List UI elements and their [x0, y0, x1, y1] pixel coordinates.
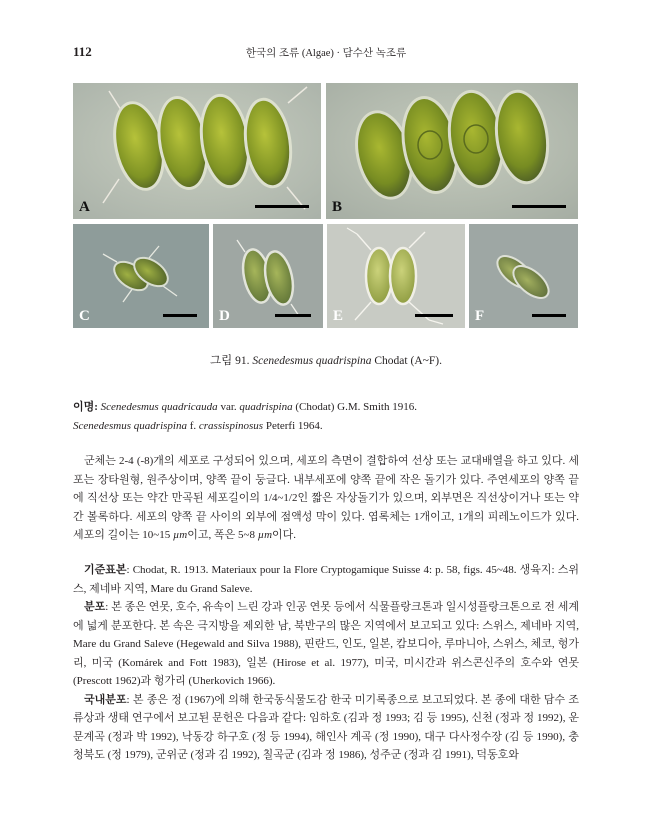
page-header	[73, 44, 579, 64]
page-number: 112	[73, 44, 92, 59]
description-text: 군체는 2-4 (-8)개의 세포로 구성되어 있으며, 세포의 측면이 결합하여 선상 또는 교대배열을 하고 있다. 세포는 장타원형, 원주상이며, 양쪽 끝이 둥글다. 내부세포에 양쪽 끝에 작은 돌기가 있다. 주연세포의 양쪽 끝에 직선상 또는 약간 만곡된 세포길이의	[73, 455, 579, 504]
notes-section	[73, 561, 579, 765]
micrograph-b-image	[326, 83, 578, 219]
korean-distribution-paragraph	[73, 691, 579, 765]
type-specimen-paragraph	[73, 561, 579, 598]
micrograph-f-image	[469, 224, 578, 328]
synonym-form: crassispinosus	[198, 420, 264, 432]
micrograph-e-image	[327, 224, 465, 328]
synonym-species-2: Scenedesmus quadrispina	[73, 420, 187, 432]
panel-label: F	[475, 308, 485, 324]
micrograph-panel-b	[326, 83, 578, 219]
description-paragraph	[73, 452, 579, 545]
micrograph-a-image	[73, 83, 321, 219]
unit-micrometer: µm	[257, 529, 273, 541]
synonym-line-1	[73, 398, 579, 417]
micrograph-panel-a	[73, 83, 321, 219]
type-specimen-label: 기준표본	[84, 564, 127, 576]
micrograph-panel-e	[327, 224, 465, 328]
scale-bar	[532, 314, 566, 317]
running-title: 한국의 조류 (Algae) · 담수산 녹조류	[245, 48, 407, 59]
caption-suffix: Chodat (A~F).	[374, 355, 442, 367]
synonym-authority: (Chodat) G.M. Smith 1916.	[292, 401, 417, 413]
korean-distribution-label: 국내분포	[84, 693, 127, 706]
synonym-authority: Peterfi 1964.	[263, 420, 323, 432]
scale-bar	[275, 314, 311, 317]
description-text: 이다.	[272, 529, 297, 541]
micrograph-c-image	[73, 224, 209, 328]
micrograph-panel-d	[213, 224, 323, 328]
unit-micrometer: µm	[172, 529, 188, 541]
micrograph-panel-c	[73, 224, 209, 328]
micrograph-panel-f	[469, 224, 578, 328]
synonym-species-1: Scenedesmus quadricauda	[100, 401, 218, 413]
synonym-label: 이명:	[73, 401, 98, 413]
panel-label: E	[333, 308, 344, 324]
distribution-label: 분포	[84, 601, 106, 613]
scale-bar	[163, 314, 197, 317]
synonym-text: var.	[217, 401, 240, 413]
panel-label: A	[79, 199, 90, 215]
caption-prefix: 그림 91.	[210, 355, 250, 367]
distribution-text: : 본 종은 연못, 호수, 유속이 느린 강과 인공 연못 등에서 식물플랑크톤과 일시성플랑크톤으로 전 세계에 넓게 분포한다. 본 속은 극지방을 제외한 남, 북반구의 많은 지역에서 보고되고 있다: 스위스, 제네바 지역, Mare du Grand Saleve (Hegewald and Silva 1988), 핀란드, 인도, 일본, 캄보디아, 루마니아, 스위스, 체코, 헝가리, 미국 (Komárek and Fott 1983), 일본 (Hirose et al. 1977), 미국, 미시간과 위스콘신주의 호수와 연못 (Prescott 1962)과 헝가리 (Uherkovich 1966).	[73, 601, 579, 687]
synonym-text: f.	[186, 420, 199, 432]
description-text: 인 짧은 자상돌기가 있으며, 외부면은 직선상이거나 또는 약간 볼록하다. 세포의 양쪽 끝 사이의 외부에 점액성 막이 있다. 엽록체는 1개이고, 1개의 피레노이드가 있다. 세포의 길이는 10~15	[73, 492, 580, 541]
description-text: 이고, 폭은 5~8	[187, 529, 258, 541]
scale-bar	[415, 314, 453, 317]
scale-bar	[255, 205, 309, 208]
panel-label: C	[79, 308, 90, 324]
description-fraction: 1/4~1/2	[263, 492, 298, 504]
caption-species: Scenedesmus quadrispina	[252, 355, 372, 367]
type-specimen-text: : Chodat, R. 1913. Materiaux pour la Flore Cryptogamique Suisse 4: p. 58, figs. 45~48. 생육지: 스위스, 제네바 지역, Mare du Grand Saleve.	[73, 564, 579, 595]
panel-label: B	[332, 199, 343, 215]
korean-distribution-text: : 본 종은 정 (1967)에 의해 한국동식물도감 한국 미기록종으로 보고되었다. 본 종에 대한 담수 조류상과 생태 연구에서 보고된 문헌은 다음과 같다: 임하호 (김과 정 1993; 김 등 1995), 신천 (정과 정 1992), 운문계곡 (정과 박 1992), 낙동강 하구호 (정 등 1994), 해인사 계곡 (정 1990), 대구 다사정수장 (김 등 1990), 충청북도 (정 1979), 군위군 (정과 김 1992), 칠곡군 (김과 정 1986), 성주군 (정과 김 1991), 덕동호와	[73, 693, 579, 761]
distribution-paragraph	[73, 598, 579, 691]
scale-bar	[512, 205, 566, 208]
figure-caption	[0, 352, 652, 368]
synonym-line-2	[73, 417, 579, 436]
synonym-variety: quadrispina	[239, 401, 293, 413]
panel-label: D	[219, 308, 230, 324]
figure-91	[73, 83, 578, 328]
